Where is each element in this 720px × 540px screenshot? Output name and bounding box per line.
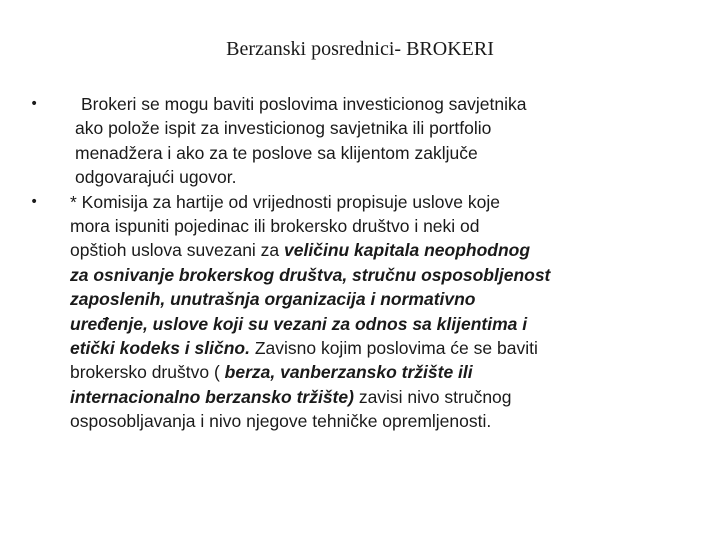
- emphasized-text: uređenje, uslove koji su vezani za odnos sa klijentima i: [70, 313, 528, 334]
- bullet-line: osposobljavanja i nivo njegove tehničke opremljenosti.: [70, 411, 492, 432]
- bullet-line: ako polože ispit za investicionog savjetnika ili portfolio: [75, 118, 492, 139]
- bullet-item-komisija: [30, 190, 680, 434]
- bullet-line: [70, 238, 680, 262]
- emphasized-text: veličinu kapitala neophodnog: [284, 240, 531, 261]
- bullet-line: menadžera i ako za te poslove sa klijentom zaključe: [75, 142, 478, 163]
- emphasized-text: za osnivanje brokerskog društva, stručnu osposobljenost: [70, 264, 551, 285]
- emphasized-text: etički kodeks i slično.: [70, 338, 250, 359]
- bullet-marker: •: [30, 193, 39, 210]
- bullet-text-komisija: [30, 190, 680, 434]
- bullet-line: [70, 312, 680, 336]
- plain-text: brokersko društvo (: [70, 362, 225, 383]
- bullet-line: [70, 385, 680, 409]
- bullet-item-brokeri: [30, 92, 680, 190]
- bullet-line: [70, 336, 680, 360]
- bullet-text-brokeri: [30, 92, 680, 190]
- bullet-line: [70, 360, 680, 384]
- bullet-line: mora ispuniti pojedinac ili brokersko društvo i neki od: [70, 216, 480, 237]
- plain-text: Zavisno kojim poslovima će se baviti: [249, 338, 538, 359]
- bullet-line: odgovarajući ugovor.: [75, 167, 237, 188]
- emphasized-text: internacionalno berzansko tržište): [70, 386, 354, 407]
- bullet-line: * Komisija za hartije od vrijednosti propisuje uslove koje: [70, 191, 500, 212]
- bullet-line: [70, 287, 680, 311]
- plain-text: opštioh uslova suvezani za: [70, 240, 285, 261]
- bullet-list: [30, 92, 680, 434]
- bullet-line: Brokeri se mogu baviti poslovima investicionog savjetnika: [81, 94, 527, 114]
- slide-title: Berzanski posrednici- BROKERI: [226, 38, 494, 60]
- bullet-marker: •: [30, 96, 39, 112]
- bullet-line: [70, 263, 680, 287]
- emphasized-text: berza, vanberzansko tržište ili: [224, 362, 473, 383]
- plain-text: zavisi nivo stručnog: [353, 386, 512, 407]
- emphasized-text: zaposlenih, unutrašnja organizacija i normativno: [70, 289, 476, 310]
